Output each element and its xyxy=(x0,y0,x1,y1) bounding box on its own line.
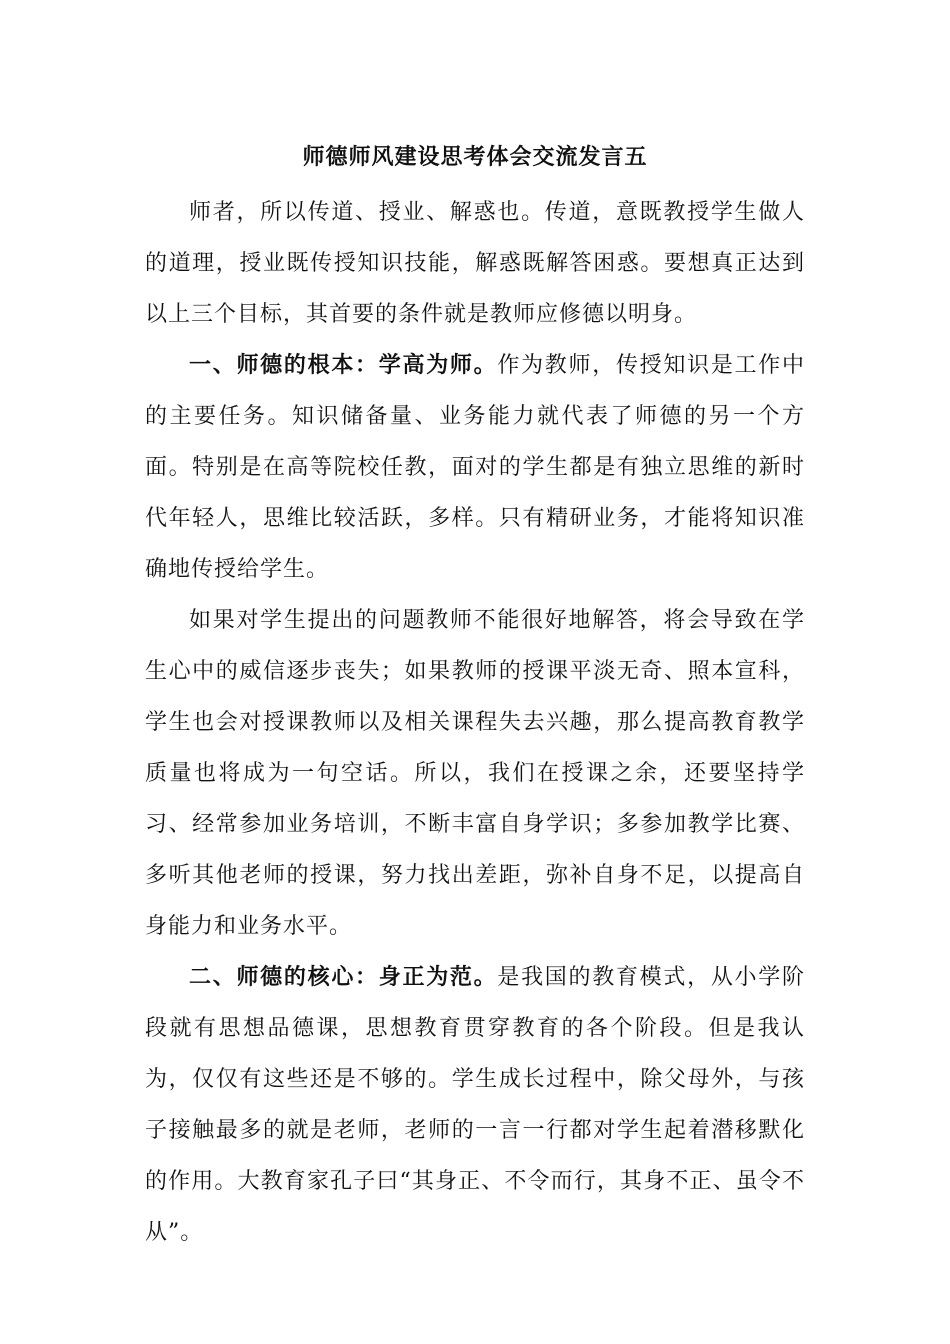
paragraph-text: 作为教师，传授知识是工作中的主要任务。知识储备量、业务能力就代表了师德的另一个方面。特别是在高等院校任教，面对的学生都是有独立思维的新时代年轻人，思维比较活跃，多样。只有精研业务，才能将知识准确地传授给学生。 xyxy=(145,353,805,582)
paragraph-section-one-continued xyxy=(145,595,805,952)
paragraph-text: 是我国的教育模式，从小学阶段就有思想品德课，思想教育贯穿教育的各个阶段。但是我认为，仅仅有这些还是不够的。学生成长过程中，除父母外，与孩子接触最多的就是老师，老师的一言一行都对学生起着潜移默化的作用。大教育家孔子曰“其身正、不令而行，其身不正、虽令不从”。 xyxy=(145,965,805,1245)
paragraph-section-one xyxy=(145,340,805,595)
section-heading-two: 二、师德的核心：身正为范。 xyxy=(189,965,498,990)
paragraph-intro xyxy=(145,187,805,340)
paragraph-text: 如果对学生提出的问题教师不能很好地解答，将会导致在学生心中的威信逐步丧失；如果教师的授课平淡无奇、照本宣科，学生也会对授课教师以及相关课程失去兴趣，那么提高教育教学质量也将成为一句空话。所以，我们在授课之余，还要坚持学习、经常参加业务培训，不断丰富自身学识；多参加教学比赛、多听其他老师的授课，努力找出差距，弥补自身不足，以提高自身能力和业务水平。 xyxy=(145,608,805,939)
document-title: 师德师风建设思考体会交流发言五 xyxy=(302,145,648,170)
paragraph-section-two xyxy=(145,952,805,1258)
paragraph-text: 师者，所以传道、授业、解惑也。传道，意既教授学生做人的道理，授业既传授知识技能，解惑既解答困惑。要想真正达到以上三个目标，其首要的条件就是教师应修德以明身。 xyxy=(145,200,805,327)
document-body xyxy=(145,187,805,1258)
section-heading-one: 一、师德的根本：学高为师。 xyxy=(189,353,498,378)
